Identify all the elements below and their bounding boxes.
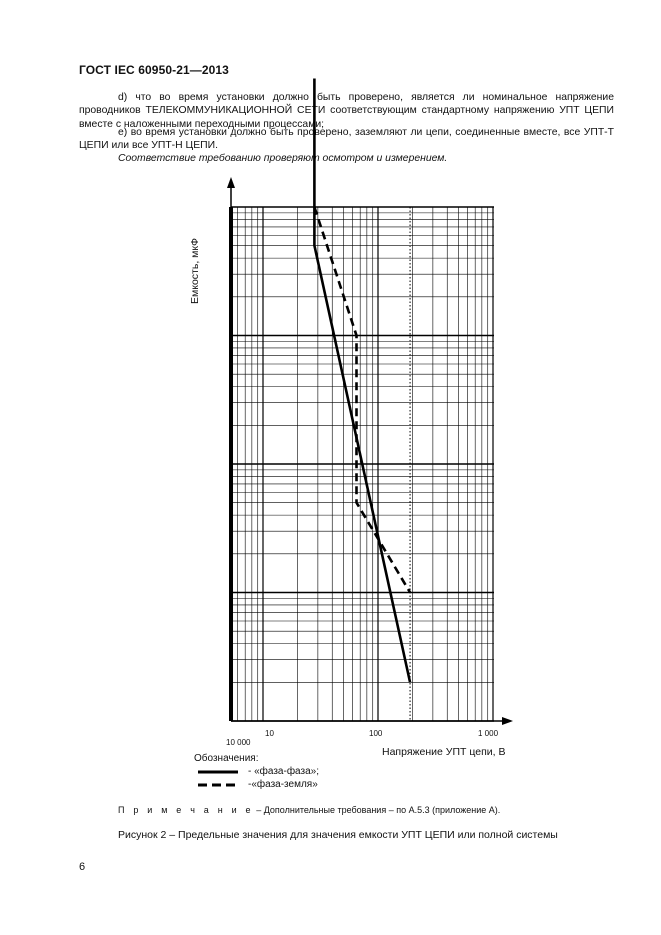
y-axis-arrow [227,177,235,188]
x-tick-label-10: 10 [265,729,274,738]
note-text: – Дополнительные требования – по А.5.3 (приложение А). [253,805,501,815]
corner-tick-label: 10 000 [226,738,251,747]
y-axis-label: Емкость, мкФ [189,238,201,304]
series-phase-earth-line [314,207,410,593]
compliance-text: Соответствие требованию проверяют осмотром и измерением. [118,153,448,164]
item-e-text: e) во время установки должно быть проверено, заземляют ли цепи, соединенные вместе, все УПТ-Т ЦЕПИ или все УПТ-Н ЦЕПИ. [79,127,614,152]
x-tick-label-1000: 1 000 [478,729,499,738]
figure-note [118,805,500,815]
chart-series [314,79,410,722]
figure-caption: Рисунок 2 – Предельные значения для значения емкости УПТ ЦЕПИ или полной системы [118,829,558,841]
note-prefix: П р и м е ч а н и е [118,805,254,815]
x-tick-label-100: 100 [369,729,383,738]
standard-header: ГОСТ IEC 60950-21—2013 [79,63,229,77]
legend-item-phase-phase: - «фаза-фаза»; [248,766,319,777]
page-number: 6 [79,861,86,873]
x-axis-label: Напряжение УПТ цепи, В [382,746,506,758]
x-axis-arrow [502,717,513,725]
chart-axes [227,177,513,725]
item-d-text: d) что во время установки должно быть проверено, является ли номинальное напряжение проводников ТЕЛЕКОММУНИКАЦИОННОЙ СЕТИ соответствующим стандартному напряжению УПТ ЦЕПИ вместе с наложенными переходными процессами; [79,92,614,130]
legend-item-phase-earth: -«фаза-земля» [248,779,318,790]
legend-title: Обозначения: [194,753,259,764]
